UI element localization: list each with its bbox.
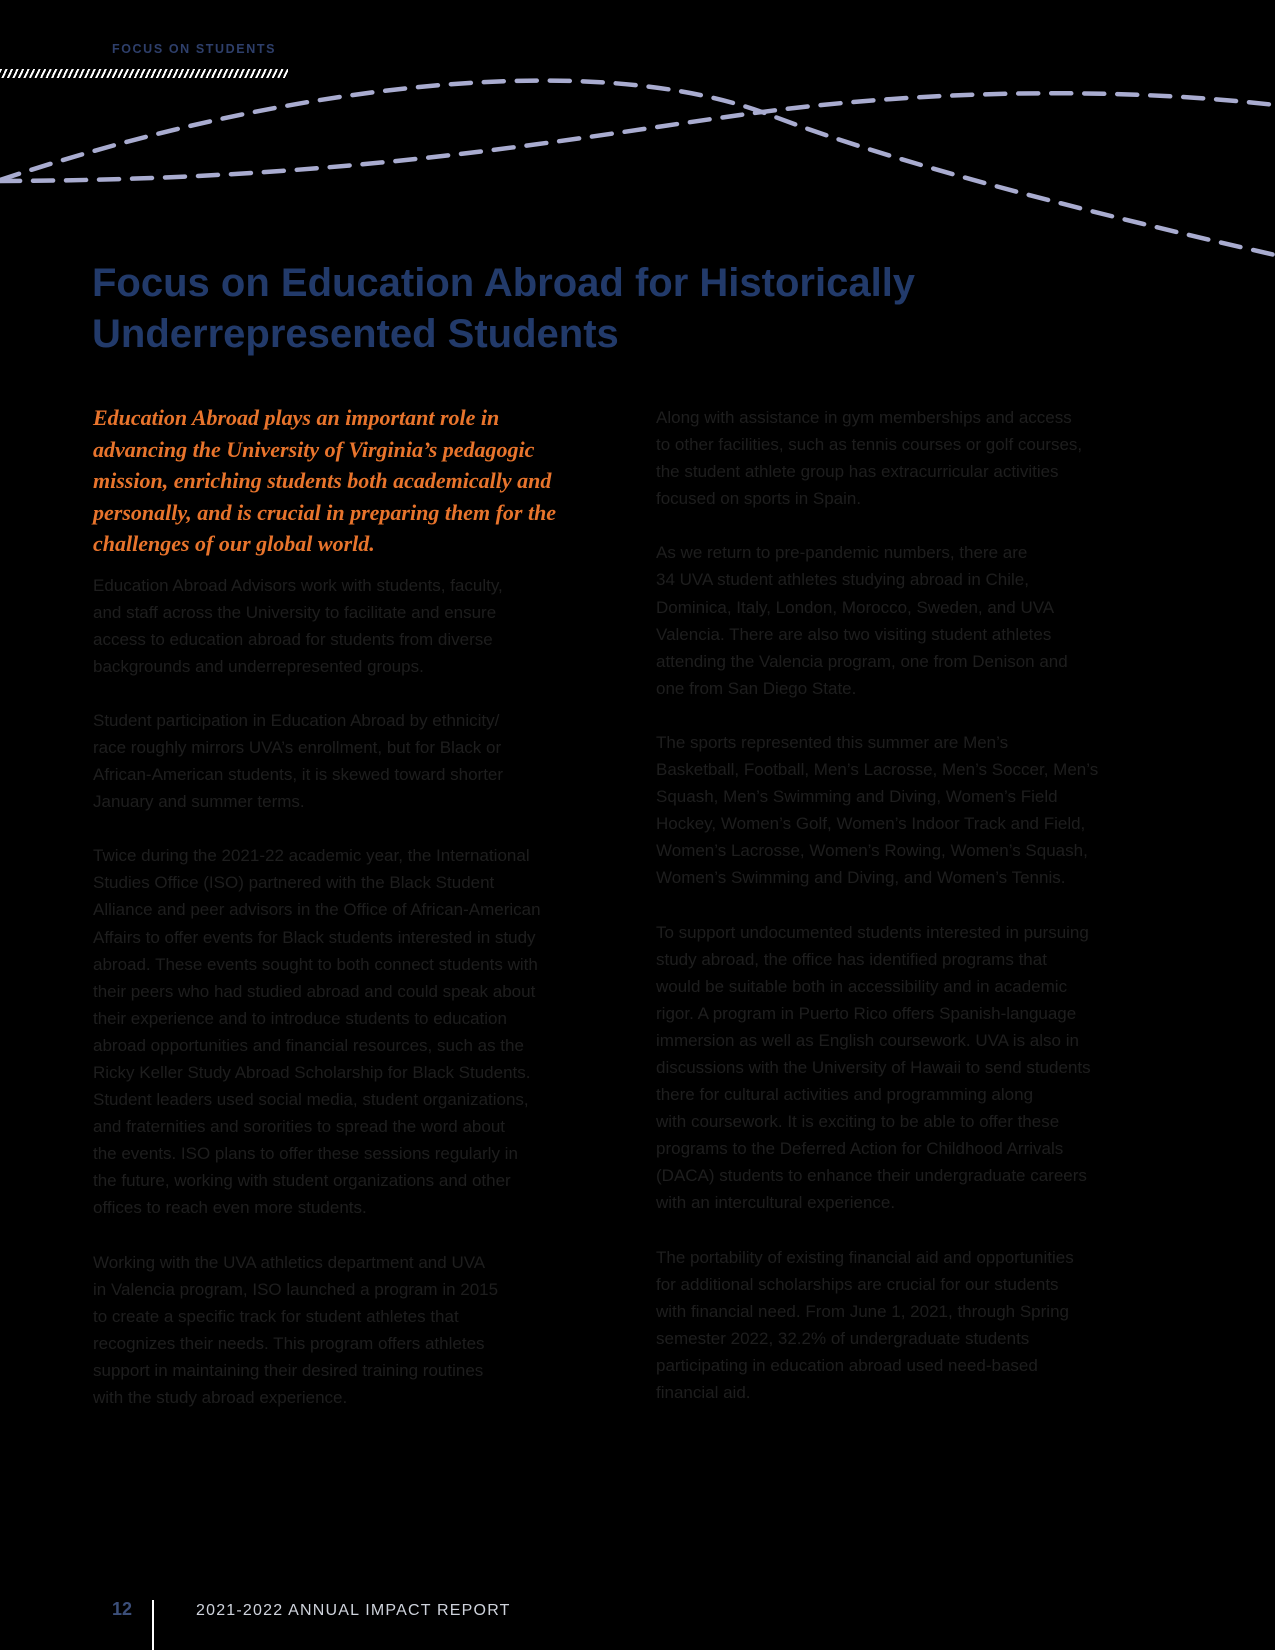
title-line-2: Underrepresented Students [92, 312, 619, 356]
article-title [92, 258, 1092, 360]
lead-quote: Education Abroad plays an important role in advancing the University of Virginia’s pedagogic mission, enriching students both academically and personally, and is crucial in preparing them for the challenges of our global world. [93, 405, 557, 556]
title-line-1: Focus on Education Abroad for Historically [92, 261, 916, 305]
body-paragraph: To support undocumented students interested in pursuing study abroad, the office has identified programs that would be suitable both in accessibility and in academic rigor. A program in Puerto Rico offers Spanish-language immersion as well as English coursework. UVA is also in discussions with the University of Hawaii to send students there for cultural activities and programming along with coursework. It is exciting to be able to offer these programs to the Deferred Action for Childhood Arrivals (DACA) students to enhance their undergraduate careers with an intercultural experience. [656, 922, 1091, 1213]
page-number: 12 [112, 1599, 133, 1619]
report-title: 2021-2022 ANNUAL IMPACT REPORT [196, 1602, 511, 1619]
body-paragraph: Twice during the 2021-22 academic year, the International Studies Office (ISO) partnered with the Black Student Alliance and peer advisors in the Office of African-American Affairs to offer events for Black students interested in study abroad. These events sought to both connect students with their peers who had studied abroad and could speak about their experience and to introduce students to education abroad opportunities and financial resources, such as the Ricky Keller Study Abroad Scholarship for Black Students. Student leaders used social media, student organizations, and fraternities and sororities to spread the word about the events. ISO plans to offer these sessions regularly in the future, working with student organizations and other offices to reach even more students. [93, 846, 541, 1218]
right-column [656, 404, 1156, 1433]
body-paragraph: As we return to pre-pandemic numbers, there are 34 UVA student athletes studying abroad in Chile, Dominica, Italy, London, Morocco, Sweden, and UVA Valencia. There are also two visiting student athletes attending the Valencia program, one from Denison and one from San Diego State. [656, 543, 1068, 698]
dashed-wave-decoration [0, 0, 1275, 270]
body-paragraph: Working with the UVA athletics department and UVA in Valencia program, ISO launched a program in 2015 to create a specific track for student athletes that recognizes their needs. This program offers athletes support in maintaining their desired training routines with the study abroad experience. [93, 1252, 499, 1408]
left-column [93, 404, 593, 1438]
dashed-wave-lower [0, 93, 1275, 181]
dashed-wave-upper [0, 81, 1275, 255]
body-paragraph: The portability of existing financial aid and opportunities for additional scholarships are crucial for our students with financial need. From June 1, 2021, through Spring semester 2022, 32.2% of undergraduate students participating in education abroad used need-based financial aid. [656, 1247, 1074, 1402]
body-paragraph: Education Abroad Advisors work with students, faculty, and staff across the University to facilitate and ensure access to education abroad for students from diverse backgrounds and underrepresented groups. [93, 575, 503, 676]
footer-divider [152, 1600, 154, 1650]
section-label: FOCUS ON STUDENTS [112, 42, 277, 56]
body-paragraph: Student participation in Education Abroad by ethnicity/ race roughly mirrors UVA’s enrollment, but for Black or African-American students, it is skewed toward shorter January and summer terms. [93, 710, 504, 812]
body-paragraph: Along with assistance in gym memberships and access to other facilities, such as tennis courses or golf courses, the student athlete group has extracurricular activities focused on sports in Spain. [656, 408, 1083, 509]
body-paragraph: The sports represented this summer are Men’s Basketball, Football, Men’s Lacrosse, Men’s Soccer, Men’s Squash, Men’s Swimming and Diving, Women’s Field Hockey, Women’s Golf, Women’s Indoor Track and Field, Women’s Lacrosse, Women’s Rowing, Women’s Squash, Women’s Swimming and Diving, and Women’s Tennis. [656, 732, 1099, 888]
